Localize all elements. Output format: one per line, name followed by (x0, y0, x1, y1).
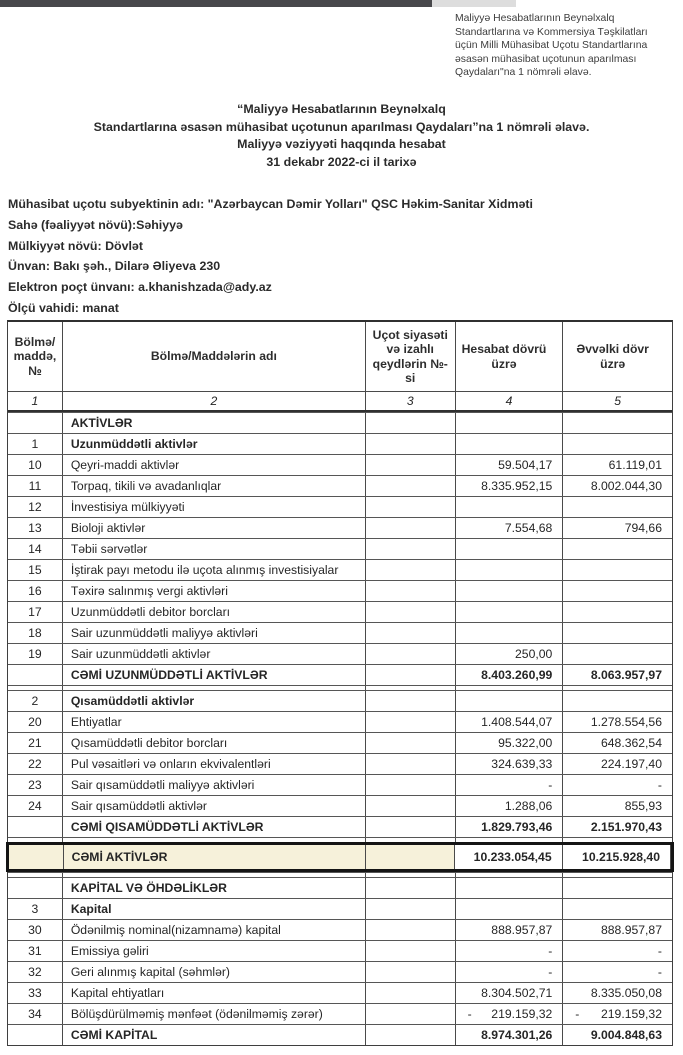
index-cell: 3 (366, 392, 456, 410)
row-note-number (366, 665, 456, 685)
row-section-number: 10 (8, 455, 63, 475)
row-note-number (366, 644, 456, 664)
previous-value: 61.119,01 (608, 458, 662, 472)
row-note-number (366, 539, 456, 559)
table-row (8, 753, 672, 774)
row-previous-period-value (563, 691, 672, 711)
row-current-period-value (456, 476, 564, 496)
row-current-period-value (456, 817, 564, 837)
entity-name-line: Mühasibat uçotu subyektinin adı: "Azərbaycan Dəmir Yolları" QSC Həkim-Sanitar Xidməti (8, 197, 533, 211)
report-name: Maliyyə vəziyyəti haqqında hesabat (237, 137, 446, 152)
current-value: 324.639,33 (491, 757, 553, 771)
current-value: 1.408.544,07 (481, 715, 553, 729)
row-item-name: CƏMİ KAPİTAL (63, 1025, 366, 1045)
gap-cell (456, 686, 564, 690)
row-note-number (366, 518, 456, 538)
row-section-number: 34 (8, 1004, 63, 1024)
previous-value: 855,93 (624, 799, 662, 813)
row-item-name: CƏMİ UZUNMÜDDƏTLİ AKTİVLƏR (63, 665, 366, 685)
row-previous-period-value (563, 434, 672, 454)
table-row (8, 580, 672, 601)
row-current-period-value (456, 434, 564, 454)
activity-field-line: Sahə (fəaliyyət növü):Səhiyyə (8, 217, 183, 232)
row-current-period-value (456, 560, 564, 580)
row-previous-period-value (563, 1025, 672, 1045)
row-note-number (366, 796, 456, 816)
table-row (8, 433, 672, 454)
row-current-period-value (456, 775, 564, 795)
current-value: - (548, 944, 553, 958)
row-section-number: 15 (8, 560, 63, 580)
table-row (8, 1003, 672, 1024)
row-note-number (366, 1004, 456, 1024)
current-value: 95.322,00 (498, 736, 553, 750)
row-section-number: 1 (8, 434, 63, 454)
row-item-name: Uzunmüddətli aktivlər (63, 434, 366, 454)
current-value: 1.288,06 (504, 799, 553, 813)
table-row (8, 732, 672, 753)
row-section-number: 22 (8, 754, 63, 774)
gap-cell (366, 686, 456, 690)
row-previous-period-value (563, 845, 671, 869)
report-title (0, 101, 683, 171)
scan-artifact-top-bar-tail (432, 0, 516, 7)
row-item-name: Pul vəsaitləri və onların ekvivalentləri (63, 754, 366, 774)
row-item-name: Bioloji aktivlər (63, 518, 366, 538)
row-previous-period-value (563, 712, 672, 732)
row-item-name: Qısamüddətli aktivlər (63, 691, 366, 711)
previous-value: 2.151.970,43 (590, 820, 662, 834)
row-note-number (366, 623, 456, 643)
scan-artifact-top-bar (0, 0, 432, 7)
row-note-number (366, 962, 456, 982)
table-row (8, 1024, 672, 1045)
table-row (8, 517, 672, 538)
row-current-period-value (456, 665, 564, 685)
current-value: 8.304.502,71 (481, 986, 553, 1000)
row-previous-period-value (563, 455, 672, 475)
gap-cell (563, 838, 672, 842)
table-row (8, 559, 672, 580)
previous-value: 8.335.050,08 (590, 986, 662, 1000)
row-note-number (366, 476, 456, 496)
row-item-name: Sair qısamüddətli aktivlər (63, 796, 366, 816)
index-cell: 4 (456, 392, 564, 410)
row-current-period-value (456, 691, 564, 711)
table-row (8, 664, 672, 685)
gap-cell (456, 873, 564, 877)
row-section-number (8, 413, 63, 433)
table-row (8, 774, 672, 795)
table-row (8, 816, 672, 837)
row-note-number (366, 691, 456, 711)
row-current-period-value (456, 796, 564, 816)
row-note-number (366, 581, 456, 601)
row-item-name: Kapital ehtiyatları (63, 983, 366, 1003)
row-item-name: Təbii sərvətlər (63, 539, 366, 559)
current-value: 8.974.301,26 (481, 1028, 553, 1042)
row-section-number: 11 (8, 476, 63, 496)
row-section-number: 33 (8, 983, 63, 1003)
header-cell-previous-period: Əvvəlki dövr üzrə (576, 342, 649, 371)
header-cell-item-name: Bölmə/Maddələrin adı (63, 322, 366, 391)
table-header-row (8, 322, 672, 392)
row-previous-period-value (563, 962, 672, 982)
gap-cell (63, 686, 366, 690)
row-item-name: Ehtiyatlar (63, 712, 366, 732)
balance-sheet-table (7, 320, 673, 1046)
row-current-period-value (456, 644, 564, 664)
index-cell: 1 (8, 392, 63, 410)
row-note-number (366, 845, 455, 869)
row-note-number (366, 497, 456, 517)
row-item-name: Təxirə salınmış vergi aktivləri (63, 581, 366, 601)
row-current-period-value (456, 920, 564, 940)
row-note-number (366, 941, 456, 961)
table-row (6, 842, 674, 872)
previous-value: - (657, 944, 662, 958)
row-section-number: 31 (8, 941, 63, 961)
minus-sign: - (467, 1007, 472, 1021)
current-value: 219.159,32 (491, 1007, 553, 1021)
row-section-number: 18 (8, 623, 63, 643)
row-current-period-value (455, 845, 562, 869)
gap-cell (8, 873, 63, 877)
current-value: 1.829.793,46 (481, 820, 553, 834)
row-note-number (366, 455, 456, 475)
row-current-period-value (456, 712, 564, 732)
table-row (8, 795, 672, 816)
table-body (8, 412, 672, 1045)
row-current-period-value (456, 733, 564, 753)
row-previous-period-value (563, 817, 672, 837)
previous-value: 8.063.957,97 (590, 668, 662, 682)
current-value: 7.554,68 (504, 521, 553, 535)
row-current-period-value (456, 581, 564, 601)
current-value: 10.233.054,45 (473, 850, 552, 864)
text-line: üçün Milli Mühasibat Uçotu Standartlarına (455, 40, 648, 52)
row-item-name: Emissiya gəliri (63, 941, 366, 961)
previous-value: - (657, 778, 662, 792)
row-current-period-value (456, 941, 564, 961)
gap-cell (366, 838, 456, 842)
gap-cell (8, 686, 63, 690)
row-item-name: Geri alınmış kapital (səhmlər) (63, 962, 366, 982)
gap-cell (563, 686, 672, 690)
row-current-period-value (456, 1004, 564, 1024)
row-section-number: 2 (8, 691, 63, 711)
table-row (8, 412, 672, 433)
current-value: 8.335.952,15 (481, 479, 553, 493)
row-previous-period-value (563, 1004, 672, 1024)
previous-value: 8.002.044,30 (590, 479, 662, 493)
row-current-period-value (456, 962, 564, 982)
previous-value: 10.215.928,40 (582, 850, 660, 864)
previous-value: - (657, 965, 662, 979)
row-item-name: CƏMİ AKTİVLƏR (64, 845, 366, 869)
title-line: “Maliyyə Hesabatlarının Beynəlxalq (237, 102, 446, 116)
row-note-number (366, 434, 456, 454)
row-note-number (366, 920, 456, 940)
table-row (8, 982, 672, 1003)
table-row (8, 940, 672, 961)
gap-cell (366, 873, 456, 877)
previous-value: 9.004.848,63 (590, 1028, 662, 1042)
regulation-reference-note (455, 12, 673, 80)
row-previous-period-value (563, 796, 672, 816)
row-item-name: Bölüşdürülməmiş mənfəət (ödənilməmiş zərər) (63, 1004, 366, 1024)
text-line: Qaydaları"na 1 nömrəli əlavə. (455, 67, 592, 79)
row-item-name: Ödənilmiş nominal(nizamnamə) kapital (63, 920, 366, 940)
gap-cell (456, 838, 564, 842)
row-item-name: Sair qısamüddətli maliyyə aktivləri (63, 775, 366, 795)
row-item-name: Qeyri-maddi aktivlər (63, 455, 366, 475)
row-previous-period-value (563, 644, 672, 664)
row-section-number: 24 (8, 796, 63, 816)
gap-cell (8, 838, 63, 842)
table-row (8, 643, 672, 664)
row-note-number (366, 754, 456, 774)
header-cell-notes: Uçot siyasəti və izahlı qeydlərin №- si (366, 322, 456, 391)
row-item-name: CƏMİ QISAMÜDDƏTLİ AKTİVLƏR (63, 817, 366, 837)
row-section-number: 3 (8, 899, 63, 919)
table-row (8, 898, 672, 919)
row-item-name: Qısamüddətli debitor borcları (63, 733, 366, 753)
gap-cell (63, 873, 366, 877)
row-current-period-value (456, 878, 564, 898)
row-note-number (366, 733, 456, 753)
current-value: 888.957,87 (491, 923, 553, 937)
report-date: 31 dekabr 2022-ci il tarixə (266, 154, 417, 169)
row-previous-period-value (563, 476, 672, 496)
row-note-number (366, 775, 456, 795)
row-item-name: Kapital (63, 899, 366, 919)
row-current-period-value (456, 539, 564, 559)
row-current-period-value (456, 754, 564, 774)
row-note-number (366, 983, 456, 1003)
row-previous-period-value (563, 899, 672, 919)
row-section-number: 13 (8, 518, 63, 538)
row-current-period-value (456, 1025, 564, 1045)
header-cell-current-period: Hesabat dövrü üzrə (456, 322, 564, 391)
row-section-number: 17 (8, 602, 63, 622)
table-row (8, 711, 672, 732)
table-column-index-row (8, 392, 672, 412)
index-cell: 2 (63, 392, 366, 410)
row-previous-period-value (563, 665, 672, 685)
table-row (8, 961, 672, 982)
row-note-number (366, 1025, 456, 1045)
row-current-period-value (456, 983, 564, 1003)
row-item-name: Sair uzunmüddətli aktivlər (63, 644, 366, 664)
address-line: Ünvan: Bakı şəh., Dilarə Əliyeva 230 (8, 259, 221, 274)
row-section-number: 16 (8, 581, 63, 601)
row-section-number (9, 845, 64, 869)
row-previous-period-value (563, 602, 672, 622)
entity-info-block (8, 194, 668, 319)
current-value: 8.403.260,99 (481, 668, 553, 682)
index-cell: 5 (614, 394, 622, 408)
row-previous-period-value (563, 941, 672, 961)
table-row (8, 919, 672, 940)
row-section-number: 12 (8, 497, 63, 517)
table-row (8, 690, 672, 711)
previous-value: 219.159,32 (600, 1007, 662, 1021)
table-row (8, 601, 672, 622)
table-group-gap (8, 837, 672, 842)
current-value: 59.504,17 (498, 458, 553, 472)
row-previous-period-value (563, 560, 672, 580)
current-value: - (548, 778, 553, 792)
table-row (8, 496, 672, 517)
previous-value: 1.278.554,56 (590, 715, 662, 729)
row-current-period-value (456, 602, 564, 622)
row-section-number: 23 (8, 775, 63, 795)
row-previous-period-value (563, 413, 672, 433)
table-group-gap (8, 872, 672, 877)
row-previous-period-value (563, 775, 672, 795)
row-current-period-value (456, 455, 564, 475)
row-current-period-value (456, 623, 564, 643)
row-note-number (366, 817, 456, 837)
table-row (8, 454, 672, 475)
row-item-name: Sair uzunmüddətli maliyyə aktivləri (63, 623, 366, 643)
row-item-name: AKTİVLƏR (63, 413, 366, 433)
row-section-number: 20 (8, 712, 63, 732)
row-previous-period-value (563, 581, 672, 601)
row-section-number: 30 (8, 920, 63, 940)
row-item-name: Torpaq, tikili və avadanlıqlar (63, 476, 366, 496)
row-section-number: 19 (8, 644, 63, 664)
row-previous-period-value (563, 920, 672, 940)
row-current-period-value (456, 497, 564, 517)
row-note-number (366, 899, 456, 919)
table-row (8, 877, 672, 898)
row-previous-period-value (563, 518, 672, 538)
row-current-period-value (456, 413, 564, 433)
row-current-period-value (456, 899, 564, 919)
gap-cell (563, 873, 672, 877)
row-section-number: 32 (8, 962, 63, 982)
text-line: Standartlarına və Kommersiya Təşkilatları (455, 26, 648, 38)
row-item-name: İştirak payı metodu ilə uçota alınmış investisiyalar (63, 560, 366, 580)
row-section-number: 14 (8, 539, 63, 559)
row-note-number (366, 560, 456, 580)
previous-value: 648.362,54 (600, 736, 662, 750)
gap-cell (63, 838, 366, 842)
table-row (8, 475, 672, 496)
ownership-type-line: Mülkiyyət növü: Dövlət (8, 238, 143, 253)
row-section-number (8, 665, 63, 685)
email-line: Elektron poçt ünvanı: a.khanishzada@ady.az (8, 280, 272, 295)
minus-sign: - (575, 1007, 580, 1021)
row-previous-period-value (563, 754, 672, 774)
table-row (8, 622, 672, 643)
row-previous-period-value (563, 733, 672, 753)
row-previous-period-value (563, 878, 672, 898)
previous-value: 794,66 (624, 521, 662, 535)
current-value: 250,00 (515, 647, 553, 661)
row-section-number (8, 817, 63, 837)
row-previous-period-value (563, 497, 672, 517)
row-current-period-value (456, 518, 564, 538)
row-section-number (8, 878, 63, 898)
row-note-number (366, 413, 456, 433)
row-item-name: KAPİTAL VƏ ÖHDƏLİKLƏR (63, 878, 366, 898)
row-previous-period-value (563, 539, 672, 559)
text-line: əsasən mühasibat uçotunun aparılması (455, 53, 637, 65)
row-item-name: İnvestisiya mülkiyyəti (63, 497, 366, 517)
text-line: Maliyyə Hesabatlarının Beynəlxalq (455, 13, 615, 24)
table-row (8, 538, 672, 559)
row-note-number (366, 878, 456, 898)
row-section-number: 21 (8, 733, 63, 753)
row-note-number (366, 712, 456, 732)
title-line: Standartlarına əsasən mühasibat uçotunun aparılması Qaydaları”na 1 nömrəli əlavə. (93, 119, 590, 134)
row-note-number (366, 602, 456, 622)
current-value: - (548, 965, 553, 979)
previous-value: 224.197,40 (600, 757, 662, 771)
row-item-name: Uzunmüddətli debitor borcları (63, 602, 366, 622)
row-previous-period-value (563, 983, 672, 1003)
row-previous-period-value (563, 623, 672, 643)
table-group-gap (8, 685, 672, 690)
measurement-unit-line: Ölçü vahidi: manat (8, 300, 119, 315)
row-section-number (8, 1025, 63, 1045)
header-cell-section-number: Bölmə/ maddə, № (8, 322, 63, 391)
previous-value: 888.957,87 (600, 923, 662, 937)
